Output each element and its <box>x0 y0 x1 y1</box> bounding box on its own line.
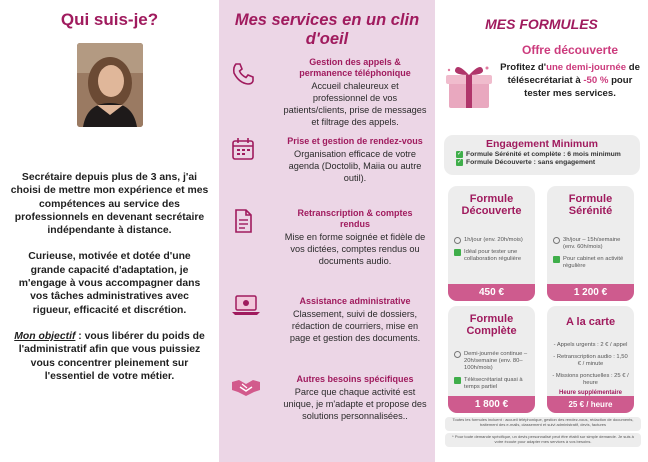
service-description: Parce que chaque activité est unique, je m'adapte et propose des solutions personnalisées.. <box>283 387 427 421</box>
card-line: - Retranscription audio : 1,50 € / minute <box>553 353 628 367</box>
card-line: - Missions ponctuelles : 25 € / heure <box>552 372 629 386</box>
check-icon <box>454 249 461 256</box>
engagement-text: Formule Découverte : sans engagement <box>466 159 596 166</box>
check-icon: ✓ <box>456 151 463 157</box>
services-title: Mes services en un clin d'oeil <box>234 11 420 48</box>
offer-title: Offre découverte <box>521 43 619 57</box>
card-line: Télésecrétariat quasi à temps partiel <box>448 377 535 391</box>
objective-label: Mon objectif <box>14 330 76 342</box>
card-price: 1 200 € <box>547 284 634 301</box>
about-title: Qui suis-je? <box>60 10 159 29</box>
phone-icon <box>230 61 256 87</box>
card-a-la-carte <box>547 306 634 413</box>
portrait-image <box>77 43 143 127</box>
profile-photo <box>77 43 143 127</box>
offer-pre: Profitez d' <box>500 62 547 73</box>
calendar-icon <box>230 136 256 162</box>
custom-quote-note: * Pour toute demande spécifique, un devis personnalisé peut être établi sur simple demande. Je suis à votre écoute pour adapter mes services à vos besoins. <box>445 433 641 447</box>
clock-icon <box>454 351 461 358</box>
service-title: Autres besoins spécifiques <box>296 374 414 384</box>
pricing-column <box>435 0 648 462</box>
clock-icon <box>454 237 461 244</box>
intro-paragraph: Secrétaire depuis plus de 3 ans, j'ai choisi de mettre mon expérience et mes compétences au service des professionnels en devenant secrétaire indépendante à distance. <box>10 172 209 237</box>
service-description: Classement, suivi de dossiers, rédaction de courriers, mise en page et gestion des documents. <box>289 309 421 343</box>
card-serenite <box>547 186 634 301</box>
offer-highlight-halfday: une demi-journée <box>546 62 627 73</box>
objective-text: : vous libérer du poids de l'administratif afin que vous puissiez vous concentrer pleinement sur l'essentiel de votre métier. <box>18 330 205 382</box>
card-line: - Appels urgents : 2 € / appel <box>553 342 628 348</box>
engagement-box <box>444 135 640 175</box>
card-complete <box>448 306 535 413</box>
check-icon <box>553 256 560 263</box>
card-title: Formule Complète <box>466 313 517 337</box>
card-line: 3h/jour – 15h/semaine (env. 60h/mois) <box>547 237 634 251</box>
engagement-row <box>456 151 640 158</box>
check-icon <box>454 377 461 384</box>
service-title: Prise et gestion de rendez-vous <box>287 136 423 146</box>
handshake-icon <box>230 374 262 400</box>
service-title: Retranscription & comptes rendus <box>297 208 413 229</box>
service-description: Accueil chaleureux et professionnel de vos patients/clients, prise de messages et filtrage des appels. <box>283 81 427 127</box>
laptop-icon <box>230 292 262 318</box>
engagement-row <box>456 159 640 166</box>
about-column <box>0 0 219 462</box>
document-icon <box>230 208 256 234</box>
card-price: 450 € <box>448 284 535 301</box>
service-description: Organisation efficace de votre agenda (Doctolib, Maiia ou autre outil). <box>288 149 422 183</box>
card-title: Formule Découverte <box>461 193 522 217</box>
service-title: Gestion des appels & permanence téléphonique <box>299 57 411 78</box>
services-column <box>219 0 435 462</box>
service-description: Mise en forme soignée et fidèle de vos dictées, comptes rendus ou documents audio. <box>284 232 426 266</box>
clock-icon <box>553 237 560 244</box>
card-title: A la carte <box>565 316 616 328</box>
card-line: Pour cabinet en activité régulière <box>547 256 634 270</box>
engagement-text: Formule Sérénité et complète : 6 mois minimum <box>466 151 621 158</box>
card-line: Demi-journée continue – 20h/semaine (env. 80–100h/mois) <box>448 351 535 372</box>
engagement-title: Engagement Minimum <box>485 138 598 150</box>
card-line: 1h/jour (env. 20h/mois) <box>448 237 535 244</box>
included-note: Toutes les formules incluent : accueil téléphonique, gestion des rendez-vous, rédaction de documents, traitement des e-mails, classement et suivi administratif, devis, factures <box>445 417 641 431</box>
extra-hour-label: Heure supplémentaire <box>558 390 623 396</box>
card-price: 25 € / heure <box>547 396 634 413</box>
objective-paragraph <box>10 330 209 383</box>
card-title: Formule Sérénité <box>568 193 613 217</box>
offer-post: pour tester mes services. <box>524 75 633 99</box>
check-icon: ✓ <box>456 159 463 165</box>
offer-mid: de télésecrétariat à <box>507 62 640 86</box>
offer-highlight-discount: -50 % <box>583 75 609 86</box>
card-line: Idéal pour tester une collaboration régulière <box>448 249 535 263</box>
card-price: 1 800 € <box>448 396 535 413</box>
service-title: Assistance administrative <box>299 296 411 306</box>
gift-icon <box>443 60 495 112</box>
qualities-paragraph: Curieuse, motivée et dotée d'une grande capacité d'adaptation, je m'engage à vous accompagner dans vos tâches administratives avec rigueur, efficacité et discrétion. <box>18 251 201 316</box>
pricing-title: MES FORMULES <box>485 16 598 32</box>
offer-text <box>495 61 645 100</box>
card-decouverte <box>448 186 535 301</box>
